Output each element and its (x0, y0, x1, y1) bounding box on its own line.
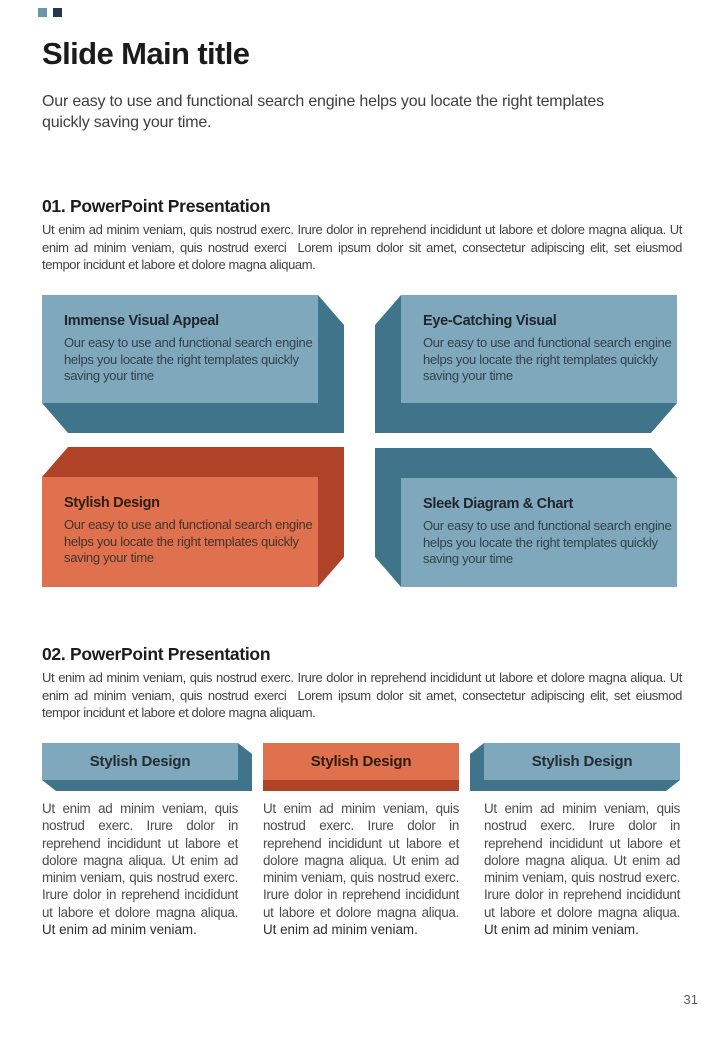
text-column-2 (263, 800, 459, 938)
column-banner-1 (42, 743, 252, 791)
feature-box-body: Our easy to use and functional search engine helps you locate the right templates quickly saving your time (423, 335, 672, 383)
banner-label: Stylish Design (42, 743, 238, 780)
section-1-heading: 01. PowerPoint Presentation (42, 196, 271, 216)
feature-box-body: Our easy to use and functional search engine helps you locate the right templates quickly saving your time (64, 335, 313, 383)
page-title: Slide Main title (42, 36, 250, 71)
text-column-3 (484, 800, 680, 938)
box-face (42, 477, 318, 587)
column-banner-2 (263, 743, 459, 791)
feature-box-stylish-design (42, 447, 344, 587)
feature-box-immense-visual-appeal (42, 295, 344, 433)
column-banner-3 (470, 743, 680, 791)
column-body-tail: Ut enim ad minim veniam. (42, 922, 197, 938)
logo-square-dark (53, 8, 62, 17)
feature-box-eye-catching-visual (375, 295, 677, 433)
banner-label: Stylish Design (484, 743, 680, 780)
text-column-1 (42, 800, 238, 938)
box-face (401, 295, 677, 403)
column-body: Ut enim ad minim veniam, quis nostrud exerc. Irure dolor in reprehend incididunt ut labore et dolore magna aliqua. Ut enim ad minim veniam, quis nostrud exerc. Irure dolor in reprehend incididunt ut labore et dolore magna aliqua. (484, 801, 680, 920)
feature-box-title: Immense Visual Appeal (64, 313, 219, 329)
feature-box-body: Our easy to use and functional search engine helps you locate the right templates quickly saving your time (64, 517, 313, 565)
section-2-paragraph: Ut enim ad minim veniam, quis nostrud exerc. Irure dolor in reprehend incididunt ut labore et dolore magna aliqua. Ut enim ad minim veniam, quis nostrud exerci Lorem ipsum dolor sit amet, consectetur adipiscing elit, set eiusmod tempor incidunt et labore et dolore magna aliquam. (42, 670, 682, 721)
box-face (42, 295, 318, 403)
logo-square-blue (38, 8, 47, 17)
column-body-tail: Ut enim ad minim veniam. (484, 922, 639, 938)
box-face (401, 478, 677, 587)
section-1-paragraph: Ut enim ad minim veniam, quis nostrud exerc. Irure dolor in reprehend incididunt ut labore et dolore magna aliqua. Ut enim ad minim veniam, quis nostrud exerci Lorem ipsum dolor sit amet, consectetur adipiscing elit, set eiusmod tempor incidunt et labore et dolore magna aliquam. (42, 222, 682, 273)
banner-label: Stylish Design (263, 743, 459, 780)
page-subtitle: Our easy to use and functional search engine helps you locate the right templates quickly saving your time. (42, 93, 604, 131)
logo-marks (38, 8, 62, 17)
feature-box-sleek-diagram-chart (375, 448, 677, 587)
feature-box-title: Eye-Catching Visual (423, 313, 557, 329)
feature-box-body: Our easy to use and functional search engine helps you locate the right templates quickly saving your time (423, 518, 672, 566)
feature-box-title: Stylish Design (64, 495, 160, 511)
column-body-tail: Ut enim ad minim veniam. (263, 922, 418, 938)
page-number: 31 (683, 992, 698, 1007)
column-body: Ut enim ad minim veniam, quis nostrud exerc. Irure dolor in reprehend incididunt ut labore et dolore magna aliqua. Ut enim ad minim veniam, quis nostrud exerc. Irure dolor in reprehend incididunt ut labore et dolore magna aliqua. (263, 801, 459, 920)
feature-box-title: Sleek Diagram & Chart (423, 496, 574, 512)
column-body: Ut enim ad minim veniam, quis nostrud exerc. Irure dolor in reprehend incididunt ut labore et dolore magna aliqua. Ut enim ad minim veniam, quis nostrud exerc. Irure dolor in reprehend incididunt ut labore et dolore magna aliqua. (42, 801, 238, 920)
section-2-heading: 02. PowerPoint Presentation (42, 644, 271, 664)
